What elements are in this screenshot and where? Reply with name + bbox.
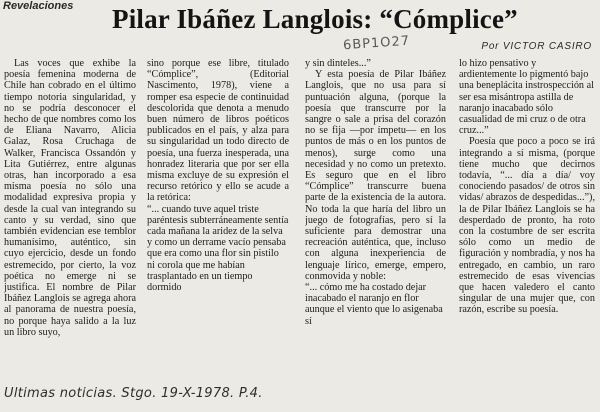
article-column-2 [147,58,289,380]
article-paragraph: Poesía que poco a poco se irá integrando a sí misma, (porque tiene mucho que decirnos todavía, “... día a día/ voy conociendo pasados/ de otros sin vidas/ abrazos de despedidas...”), la de Pilar Ibáñez Langlois se ha desperdado de pronto, ha roto con la costumbre de ser escrita sólo como un medio de figuración y nombradía, y nos ha entregado, en cambio, un raro estremecido de esas vivencias que hacen valedero el canto singular de una mujer que, con razón, escribe su poesía. [459,136,595,316]
handwritten-catalog-code: 6BP1O27 [342,33,411,54]
quoted-verse: lo hizo pensativo y ardientemente lo pigmentó bajo una beneplácita instrospección al ser esa misántropa astilla de naranjo inacabado sólo casualidad de mi cruz o de otra cruz...” [459,58,594,137]
quoted-verse: y sin dinteles...” [305,58,371,69]
author-byline: Por VICTOR CASIRO [481,41,592,52]
article-column-1 [4,58,136,380]
article-headline: Pilar Ibáñez Langlois: “Cómplice” [112,4,518,34]
article-column-3 [305,58,446,380]
handwritten-source-note: Ultimas noticias. Stgo. 19-X-1978. P.4. [4,386,263,401]
article-paragraph: Y esta poesía de Pilar Ibáñez Langlois, que no usa para sí puntuación alguna, (porque la poesía que transcurre por la sangre o sale a prisa del corazón no se fija —por ímpetu— en los puntos de más o en los puntos de menos), surge como una necesidad y no como un pretexto. Es seguro que en el libro “Cómplice” transcurre buena parte de la existencia de la autora. No toda la que haría del libro un juego de fotografías, pero sí la suficiente para demostrar una recreación auténtica, que, incluso con alguna inexperiencia de lenguaje lírico, emerge, empero, conmovida y noble: [305,69,446,282]
article-paragraph: sino porque ese libre, titulado “Cómplice”, (Editorial Nascimento, 1978), viene a romper esa especie de continuidad descolorida que denota a menudo buen número de libros poéticos publicados en el país, y alza para su singularidad un todo directo de poesía, una fuerza inesperada, una honradez literaria que por ser ella misma excluye de su expresión el recurso retórico y ello se acude a la retórica: [147,58,289,204]
quoted-verse: “... cuando tuve aquel triste paréntesis subterráneamente sentía cada mañana la aridez de la selva y como un derrame vacío pensaba que era como una flor sin pistilo ni corola que me habían trasplantado en un tiempo dormido [147,203,289,294]
article-column-4 [459,58,595,380]
article-paragraph: Las voces que exhibe la poesía femenina moderna de Chile han cobrado en el último tiempo notoria singularidad, y no se podría desconocer el hecho de que nombres como los de Eliana Navarro, Alicia Galaz, Rosa Cruchaga de Walker, Francisca Ossandón y Lita Gutiérrez, entre algunas otras, han incorporado a esa misma poesía no sólo una modalidad expresiva propia y desde la cual van integrando su canto y su verdad, sino que también evidencian ese temblor humanísimo, auténtico, sin cuyo ejercicio, desde un fondo estremecido, por cierto, la voz poética no emerge ni se justifica. El nombre de Pilar Ibáñez Langlois se agrega ahora al panorama de nuestra poesía, no porque haya salido a la luz un libro suyo, [4,58,136,338]
quoted-verse: “... cómo me ha costado dejar inacabado el naranjo en flor aunque el viento que lo asigenaba sí [305,282,443,327]
section-label: Revelaciones [3,0,74,12]
